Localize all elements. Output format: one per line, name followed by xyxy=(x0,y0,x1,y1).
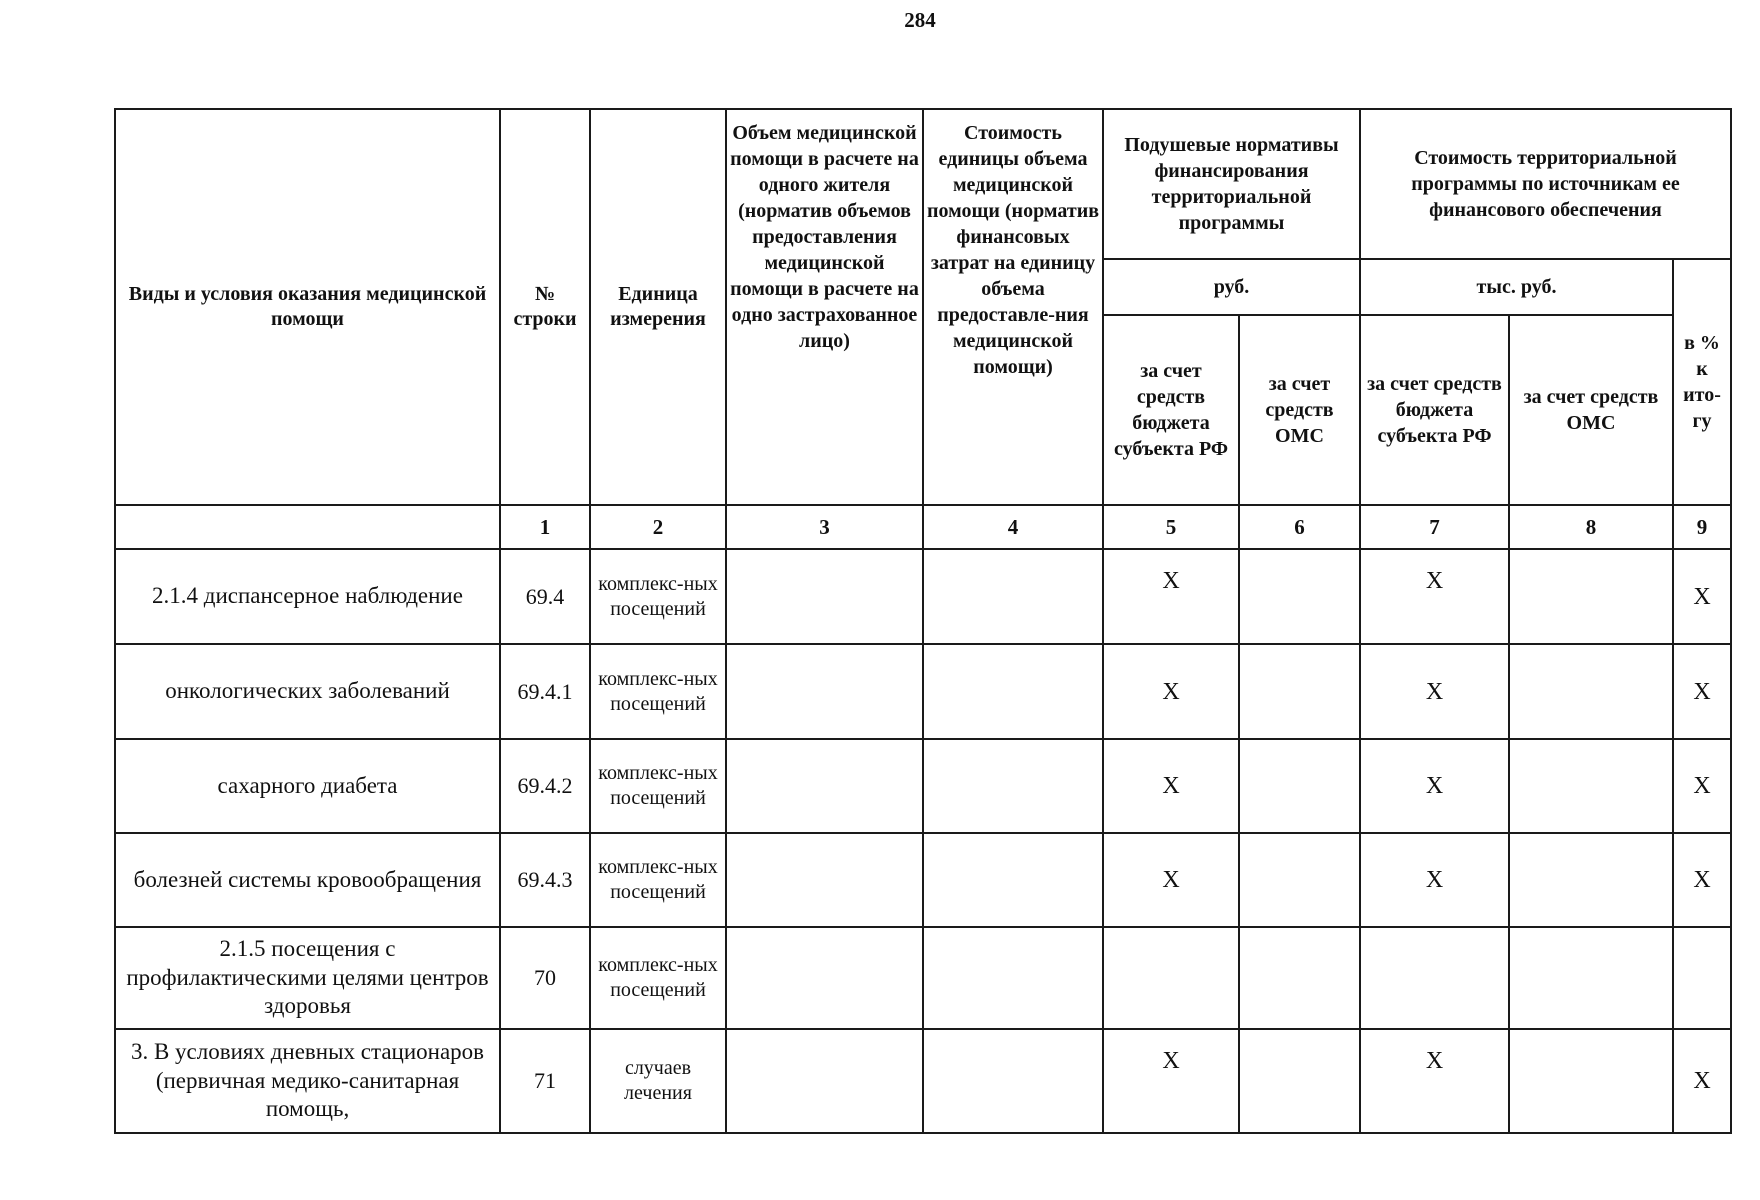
header-program-cost: Стоимость территориальной программы по источникам ее финансового обеспечения xyxy=(1360,109,1731,259)
header-unit: Единица измерения xyxy=(590,109,726,505)
header-row-no: № строки xyxy=(500,109,590,505)
row-name: 3. В условиях дневных стационаров (первичная медико-санитарная помощь, xyxy=(115,1029,500,1133)
header-percent: в % к ито-гу xyxy=(1673,259,1731,505)
header-per-capita: Подушевые нормативы финансирования территориальной программы xyxy=(1103,109,1360,259)
cell-budget-rf-2 xyxy=(1360,927,1509,1029)
cell-budget-rf: X xyxy=(1103,644,1239,739)
cell-cost xyxy=(923,1029,1103,1133)
row-unit: случаев лечения xyxy=(590,1029,726,1133)
cell-oms-2 xyxy=(1509,927,1673,1029)
cell-cost xyxy=(923,927,1103,1029)
row-name: 2.1.4 диспансерное наблюдение xyxy=(115,549,500,644)
row-name: 2.1.5 посещения с профилактическими целями центров здоровья xyxy=(115,927,500,1029)
cell-budget-rf: X xyxy=(1103,549,1239,644)
cell-cost xyxy=(923,833,1103,927)
cell-oms xyxy=(1239,1029,1360,1133)
cell-percent: X xyxy=(1673,833,1731,927)
cell-budget-rf-2: X xyxy=(1360,833,1509,927)
row-name: болезней системы кровообращения xyxy=(115,833,500,927)
cell-oms xyxy=(1239,739,1360,833)
cell-oms xyxy=(1239,549,1360,644)
cell-volume xyxy=(726,833,923,927)
header-budget-rf: за счет средств бюджета субъекта РФ xyxy=(1103,315,1239,505)
cell-budget-rf: X xyxy=(1103,739,1239,833)
column-number: 7 xyxy=(1360,505,1509,549)
cell-budget-rf: X xyxy=(1103,833,1239,927)
header-kinds: Виды и условия оказания медицинской помощи xyxy=(115,109,500,505)
table-row xyxy=(115,833,1731,927)
cell-oms-2 xyxy=(1509,644,1673,739)
cell-volume xyxy=(726,1029,923,1133)
column-number: 2 xyxy=(590,505,726,549)
cell-oms-2 xyxy=(1509,1029,1673,1133)
cell-percent: X xyxy=(1673,739,1731,833)
table-row xyxy=(115,1029,1731,1133)
row-unit: комплекс-ных посещений xyxy=(590,739,726,833)
cell-volume xyxy=(726,927,923,1029)
page-number: 284 xyxy=(904,8,936,32)
cell-oms xyxy=(1239,644,1360,739)
header-oms-2: за счет средств ОМС xyxy=(1509,315,1673,505)
cell-budget-rf-2: X xyxy=(1360,644,1509,739)
column-number: 8 xyxy=(1509,505,1673,549)
header-oms: за счет средств ОМС xyxy=(1239,315,1360,505)
table-row xyxy=(115,644,1731,739)
header-rub: руб. xyxy=(1103,259,1360,315)
row-number: 69.4.1 xyxy=(500,644,590,739)
cell-budget-rf-2: X xyxy=(1360,1029,1509,1133)
cell-percent: X xyxy=(1673,644,1731,739)
header-volume: Объем медицинской помощи в расчете на одного жителя (норматив объемов предоставления медицинской помощи в расчете на одно застрахованное лицо) xyxy=(726,109,923,505)
column-number: 5 xyxy=(1103,505,1239,549)
cell-budget-rf-2: X xyxy=(1360,739,1509,833)
cell-budget-rf-2: X xyxy=(1360,549,1509,644)
header-budget-rf-2: за счет средств бюджета субъекта РФ xyxy=(1360,315,1509,505)
row-unit: комплекс-ных посещений xyxy=(590,549,726,644)
table-row xyxy=(115,739,1731,833)
cell-budget-rf xyxy=(1103,927,1239,1029)
row-number: 69.4.2 xyxy=(500,739,590,833)
column-number: 6 xyxy=(1239,505,1360,549)
column-number xyxy=(115,505,500,549)
row-number: 70 xyxy=(500,927,590,1029)
row-name: сахарного диабета xyxy=(115,739,500,833)
cell-volume xyxy=(726,739,923,833)
cell-cost xyxy=(923,644,1103,739)
row-number: 71 xyxy=(500,1029,590,1133)
column-number: 4 xyxy=(923,505,1103,549)
header-thous-rub: тыс. руб. xyxy=(1360,259,1673,315)
cell-oms xyxy=(1239,833,1360,927)
cell-cost xyxy=(923,739,1103,833)
cell-oms xyxy=(1239,927,1360,1029)
row-unit: комплекс-ных посещений xyxy=(590,644,726,739)
table-row xyxy=(115,927,1731,1029)
cell-cost xyxy=(923,549,1103,644)
cell-percent: X xyxy=(1673,549,1731,644)
column-number: 9 xyxy=(1673,505,1731,549)
cell-oms-2 xyxy=(1509,549,1673,644)
cell-percent: X xyxy=(1673,1029,1731,1133)
row-name: онкологических заболеваний xyxy=(115,644,500,739)
column-number: 1 xyxy=(500,505,590,549)
cell-percent xyxy=(1673,927,1731,1029)
cell-budget-rf: X xyxy=(1103,1029,1239,1133)
row-unit: комплекс-ных посещений xyxy=(590,833,726,927)
column-number: 3 xyxy=(726,505,923,549)
row-number: 69.4.3 xyxy=(500,833,590,927)
financing-table xyxy=(114,108,1732,1134)
header-cost: Стоимость единицы объема медицинской помощи (норматив финансовых затрат на единицу объема предоставле-ния медицинской помощи) xyxy=(923,109,1103,505)
row-number: 69.4 xyxy=(500,549,590,644)
cell-volume xyxy=(726,644,923,739)
row-unit: комплекс-ных посещений xyxy=(590,927,726,1029)
cell-oms-2 xyxy=(1509,739,1673,833)
table-row xyxy=(115,549,1731,644)
cell-volume xyxy=(726,549,923,644)
cell-oms-2 xyxy=(1509,833,1673,927)
